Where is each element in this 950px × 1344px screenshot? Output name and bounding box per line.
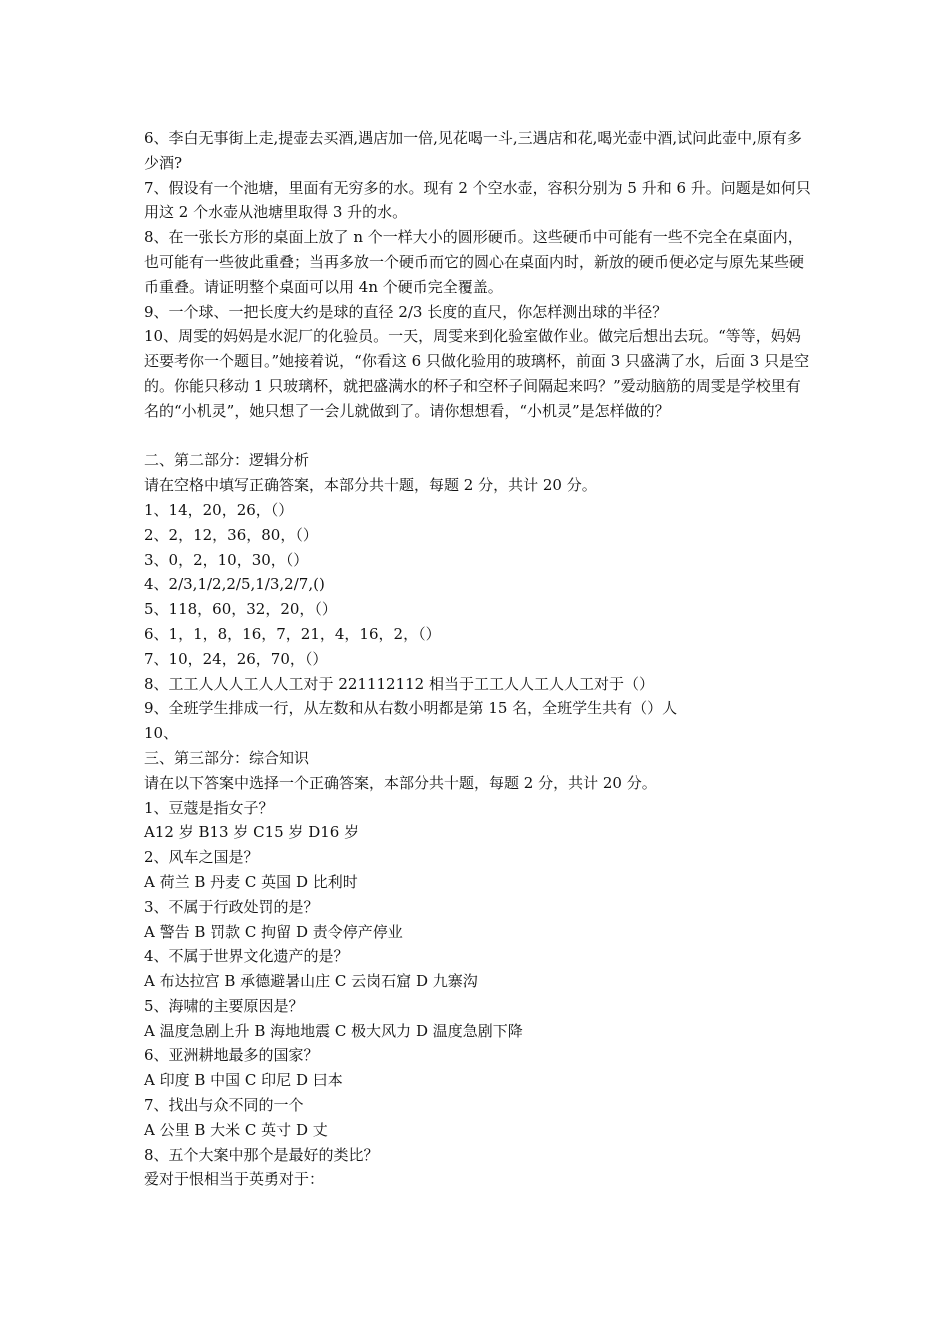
part3-options-3: A 警告 B 罚款 C 拘留 D 责令停产停业 — [144, 922, 403, 941]
part2-item-5: 5、118，60，32，20，（） — [144, 600, 337, 619]
question-6: 6、李白无事街上走,提壶去买酒,遇店加一倍,见花喝一斗,三遇店和花,喝光壶中酒,试问此壶中,原有多少酒? — [144, 129, 802, 172]
part2-item-8: 8、工工人人人工人人工对于 221112112 相当于工工人人工人人工对于（） — [144, 674, 654, 693]
part3-heading: 三、第三部分：综合知识 — [144, 748, 310, 767]
part3-instruction: 请在以下答案中选择一个正确答案，本部分共十题，每题 2 分，共计 20 分。 — [144, 773, 657, 792]
part3-question-2: 2、风车之国是？ — [144, 848, 259, 867]
question-7: 7、假设有一个池塘，里面有无穷多的水。现有 2 个空水壶，容积分别为 5 升和 6 升。问题是如何只用这 2 个水壶从池塘里取得 3 升的水。 — [144, 178, 811, 222]
part3-options-4: A 布达拉宫 B 承德避暑山庄 C 云岗石窟 D 九寨沟 — [144, 972, 478, 991]
part3-question-7: 7、找出与众不同的一个 — [144, 1096, 304, 1115]
part3-options-8: 爱对于恨相当于英勇对于： — [144, 1170, 325, 1189]
part3-options-5: A 温度急剧上升 B 海地地震 C 极大风力 D 温度急剧下降 — [144, 1021, 523, 1040]
part2-item-6: 6、1，1，8，16，7，21，4，16，2，（） — [144, 624, 441, 643]
part2-item-3: 3、0，2，10，30，（） — [144, 550, 309, 569]
question-8: 8、在一张长方形的桌面上放了 n 个一样大小的圆形硬币。这些硬币中可能有一些不完全在桌面内，也可能有一些彼此重叠；当再多放一个硬币而它的圆心在桌面内时，新放的硬币便必定与原先某些硬币重叠。请证明整个桌面可以用 4n 个硬币完全覆盖。 — [144, 228, 805, 296]
part3-question-3: 3、不属于行政处罚的是？ — [144, 897, 319, 916]
part2-item-10: 10、 — [144, 724, 179, 743]
part2-item-1: 1、14，20，26，（） — [144, 500, 294, 519]
part3-options-2: A 荷兰 B 丹麦 C 英国 D 比利时 — [144, 872, 358, 891]
part2-item-2: 2、2，12，36，80，（） — [144, 525, 318, 544]
blank-line — [144, 424, 814, 449]
part3-question-4: 4、不属于世界文化遗产的是？ — [144, 947, 349, 966]
part3-options-6: A 印度 B 中国 C 印尼 D 曰本 — [144, 1071, 343, 1090]
part2-item-9: 9、全班学生排成一行，从左数和从右数小明都是第 15 名，全班学生共有（）人 — [144, 699, 678, 718]
part2-item-4: 4、2/3,1/2,2/5,1/3,2/7,() — [144, 575, 325, 594]
part3-question-8: 8、五个大案中那个是最好的类比？ — [144, 1145, 379, 1164]
part3-question-1: 1、豆蔻是指女子？ — [144, 798, 274, 817]
question-9: 9、一个球、一把长度大约是球的直径 2/3 长度的直尺，你怎样测出球的半径？ — [144, 302, 668, 321]
part2-item-7: 7、10，24，26，70，（） — [144, 649, 328, 668]
part2-instruction: 请在空格中填写正确答案，本部分共十题，每题 2 分，共计 20 分。 — [144, 476, 597, 495]
part3-options-1: A12 岁 B13 岁 C15 岁 D16 岁 — [144, 823, 360, 842]
part3-question-6: 6、亚洲耕地最多的国家？ — [144, 1046, 319, 1065]
document-body — [144, 126, 814, 1192]
part3-options-7: A 公里 B 大米 C 英寸 D 丈 — [144, 1120, 328, 1139]
part2-heading: 二、第二部分：逻辑分析 — [144, 451, 310, 470]
question-10: 10、周雯的妈妈是水泥厂的化验员。一天，周雯来到化验室做作业。做完后想出去玩。“等等，妈妈还要考你一个题目。”她接着说，“你看这 6 只做化验用的玻璃杯，前面 3 只盛满了水，后面 3 只是空的。你能只移动 1 只玻璃杯，就把盛满水的杯子和空杯子间隔起来吗？”爱动脑筋的周雯是学校里有名的“小机灵”，她只想了一会儿就做到了。请你想想看，“小机灵”是怎样做的？ — [144, 327, 810, 420]
part3-question-5: 5、海啸的主要原因是？ — [144, 996, 304, 1015]
